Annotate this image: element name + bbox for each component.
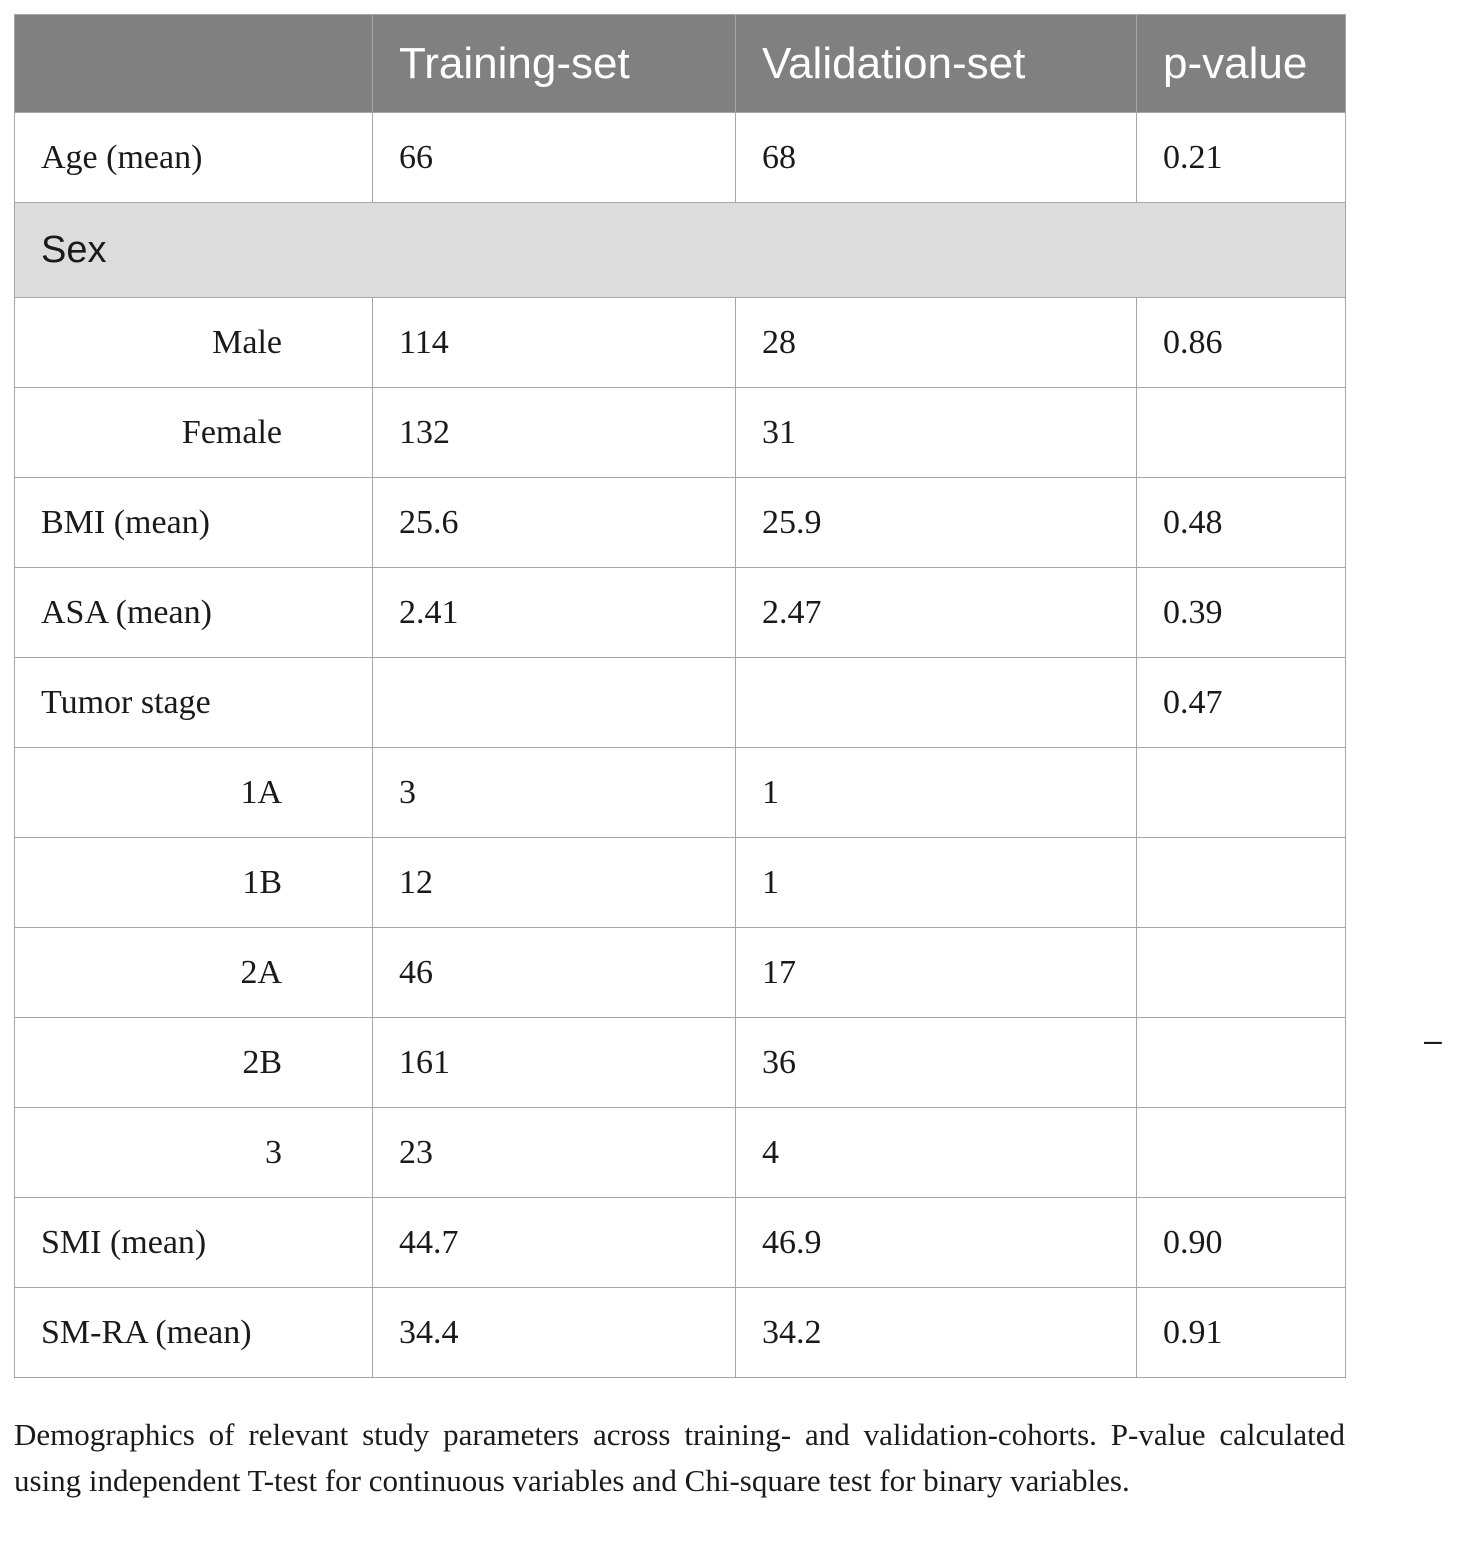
p-value: 0.47 (1137, 658, 1346, 748)
header-cell-validation-set: Validation-set (736, 15, 1137, 113)
header-cell-p-value: p-value (1137, 15, 1346, 113)
table-row-stage-2b (15, 1018, 1346, 1108)
table-row-stage-1a (15, 748, 1346, 838)
header-row (15, 15, 1346, 113)
table-row-stage-1b (15, 838, 1346, 928)
validation-value: 46.9 (736, 1198, 1137, 1288)
header-cell-empty (15, 15, 373, 113)
table-section-sex (15, 203, 1346, 298)
row-label: 1A (15, 748, 373, 838)
row-label: 2A (15, 928, 373, 1018)
validation-value: 68 (736, 113, 1137, 203)
p-value (1137, 1018, 1346, 1108)
p-value: 0.86 (1137, 298, 1346, 388)
training-value: 2.41 (373, 568, 736, 658)
training-value: 44.7 (373, 1198, 736, 1288)
training-value: 12 (373, 838, 736, 928)
p-value (1137, 388, 1346, 478)
validation-value (736, 658, 1137, 748)
row-label: BMI (mean) (15, 478, 373, 568)
section-label: Sex (15, 203, 1346, 298)
p-value (1137, 1108, 1346, 1198)
row-label: SMI (mean) (15, 1198, 373, 1288)
validation-value: 34.2 (736, 1288, 1137, 1378)
training-value: 132 (373, 388, 736, 478)
row-label: ASA (mean) (15, 568, 373, 658)
row-label: Male (15, 298, 373, 388)
table-row-stage-2a (15, 928, 1346, 1018)
training-value: 161 (373, 1018, 736, 1108)
row-label: 2B (15, 1018, 373, 1108)
validation-value: 1 (736, 748, 1137, 838)
demographics-table (14, 14, 1346, 1378)
table-row-male (15, 298, 1346, 388)
side-dash-mark: – (1424, 1022, 1442, 1058)
training-value (373, 658, 736, 748)
table-row-female (15, 388, 1346, 478)
row-label: 3 (15, 1108, 373, 1198)
demographics-table-container (14, 14, 1345, 1378)
training-value: 34.4 (373, 1288, 736, 1378)
p-value (1137, 838, 1346, 928)
table-row-bmi (15, 478, 1346, 568)
p-value: 0.90 (1137, 1198, 1346, 1288)
table-row-asa (15, 568, 1346, 658)
row-label: Tumor stage (15, 658, 373, 748)
row-label: 1B (15, 838, 373, 928)
p-value: 0.21 (1137, 113, 1346, 203)
training-value: 3 (373, 748, 736, 838)
row-label: Age (mean) (15, 113, 373, 203)
table-row-smi (15, 1198, 1346, 1288)
validation-value: 28 (736, 298, 1137, 388)
table-caption: Demographics of relevant study parameters across training- and validation-cohorts. P-value calculated using independent T-test for continuous variables and Chi-square test for binary variables. (14, 1417, 1345, 1498)
header-cell-training-set: Training-set (373, 15, 736, 113)
table-row-age (15, 113, 1346, 203)
row-label: SM-RA (mean) (15, 1288, 373, 1378)
validation-value: 36 (736, 1018, 1137, 1108)
table-row-sm-ra (15, 1288, 1346, 1378)
p-value: 0.48 (1137, 478, 1346, 568)
training-value: 46 (373, 928, 736, 1018)
training-value: 23 (373, 1108, 736, 1198)
p-value: 0.91 (1137, 1288, 1346, 1378)
p-value (1137, 748, 1346, 838)
p-value (1137, 928, 1346, 1018)
p-value: 0.39 (1137, 568, 1346, 658)
validation-value: 25.9 (736, 478, 1137, 568)
validation-value: 4 (736, 1108, 1137, 1198)
training-value: 25.6 (373, 478, 736, 568)
table-row-tumor-stage (15, 658, 1346, 748)
table-body (15, 113, 1346, 1378)
validation-value: 31 (736, 388, 1137, 478)
table-row-stage-3 (15, 1108, 1346, 1198)
row-label: Female (15, 388, 373, 478)
validation-value: 17 (736, 928, 1137, 1018)
validation-value: 2.47 (736, 568, 1137, 658)
training-value: 66 (373, 113, 736, 203)
table-header (15, 15, 1346, 113)
validation-value: 1 (736, 838, 1137, 928)
training-value: 114 (373, 298, 736, 388)
